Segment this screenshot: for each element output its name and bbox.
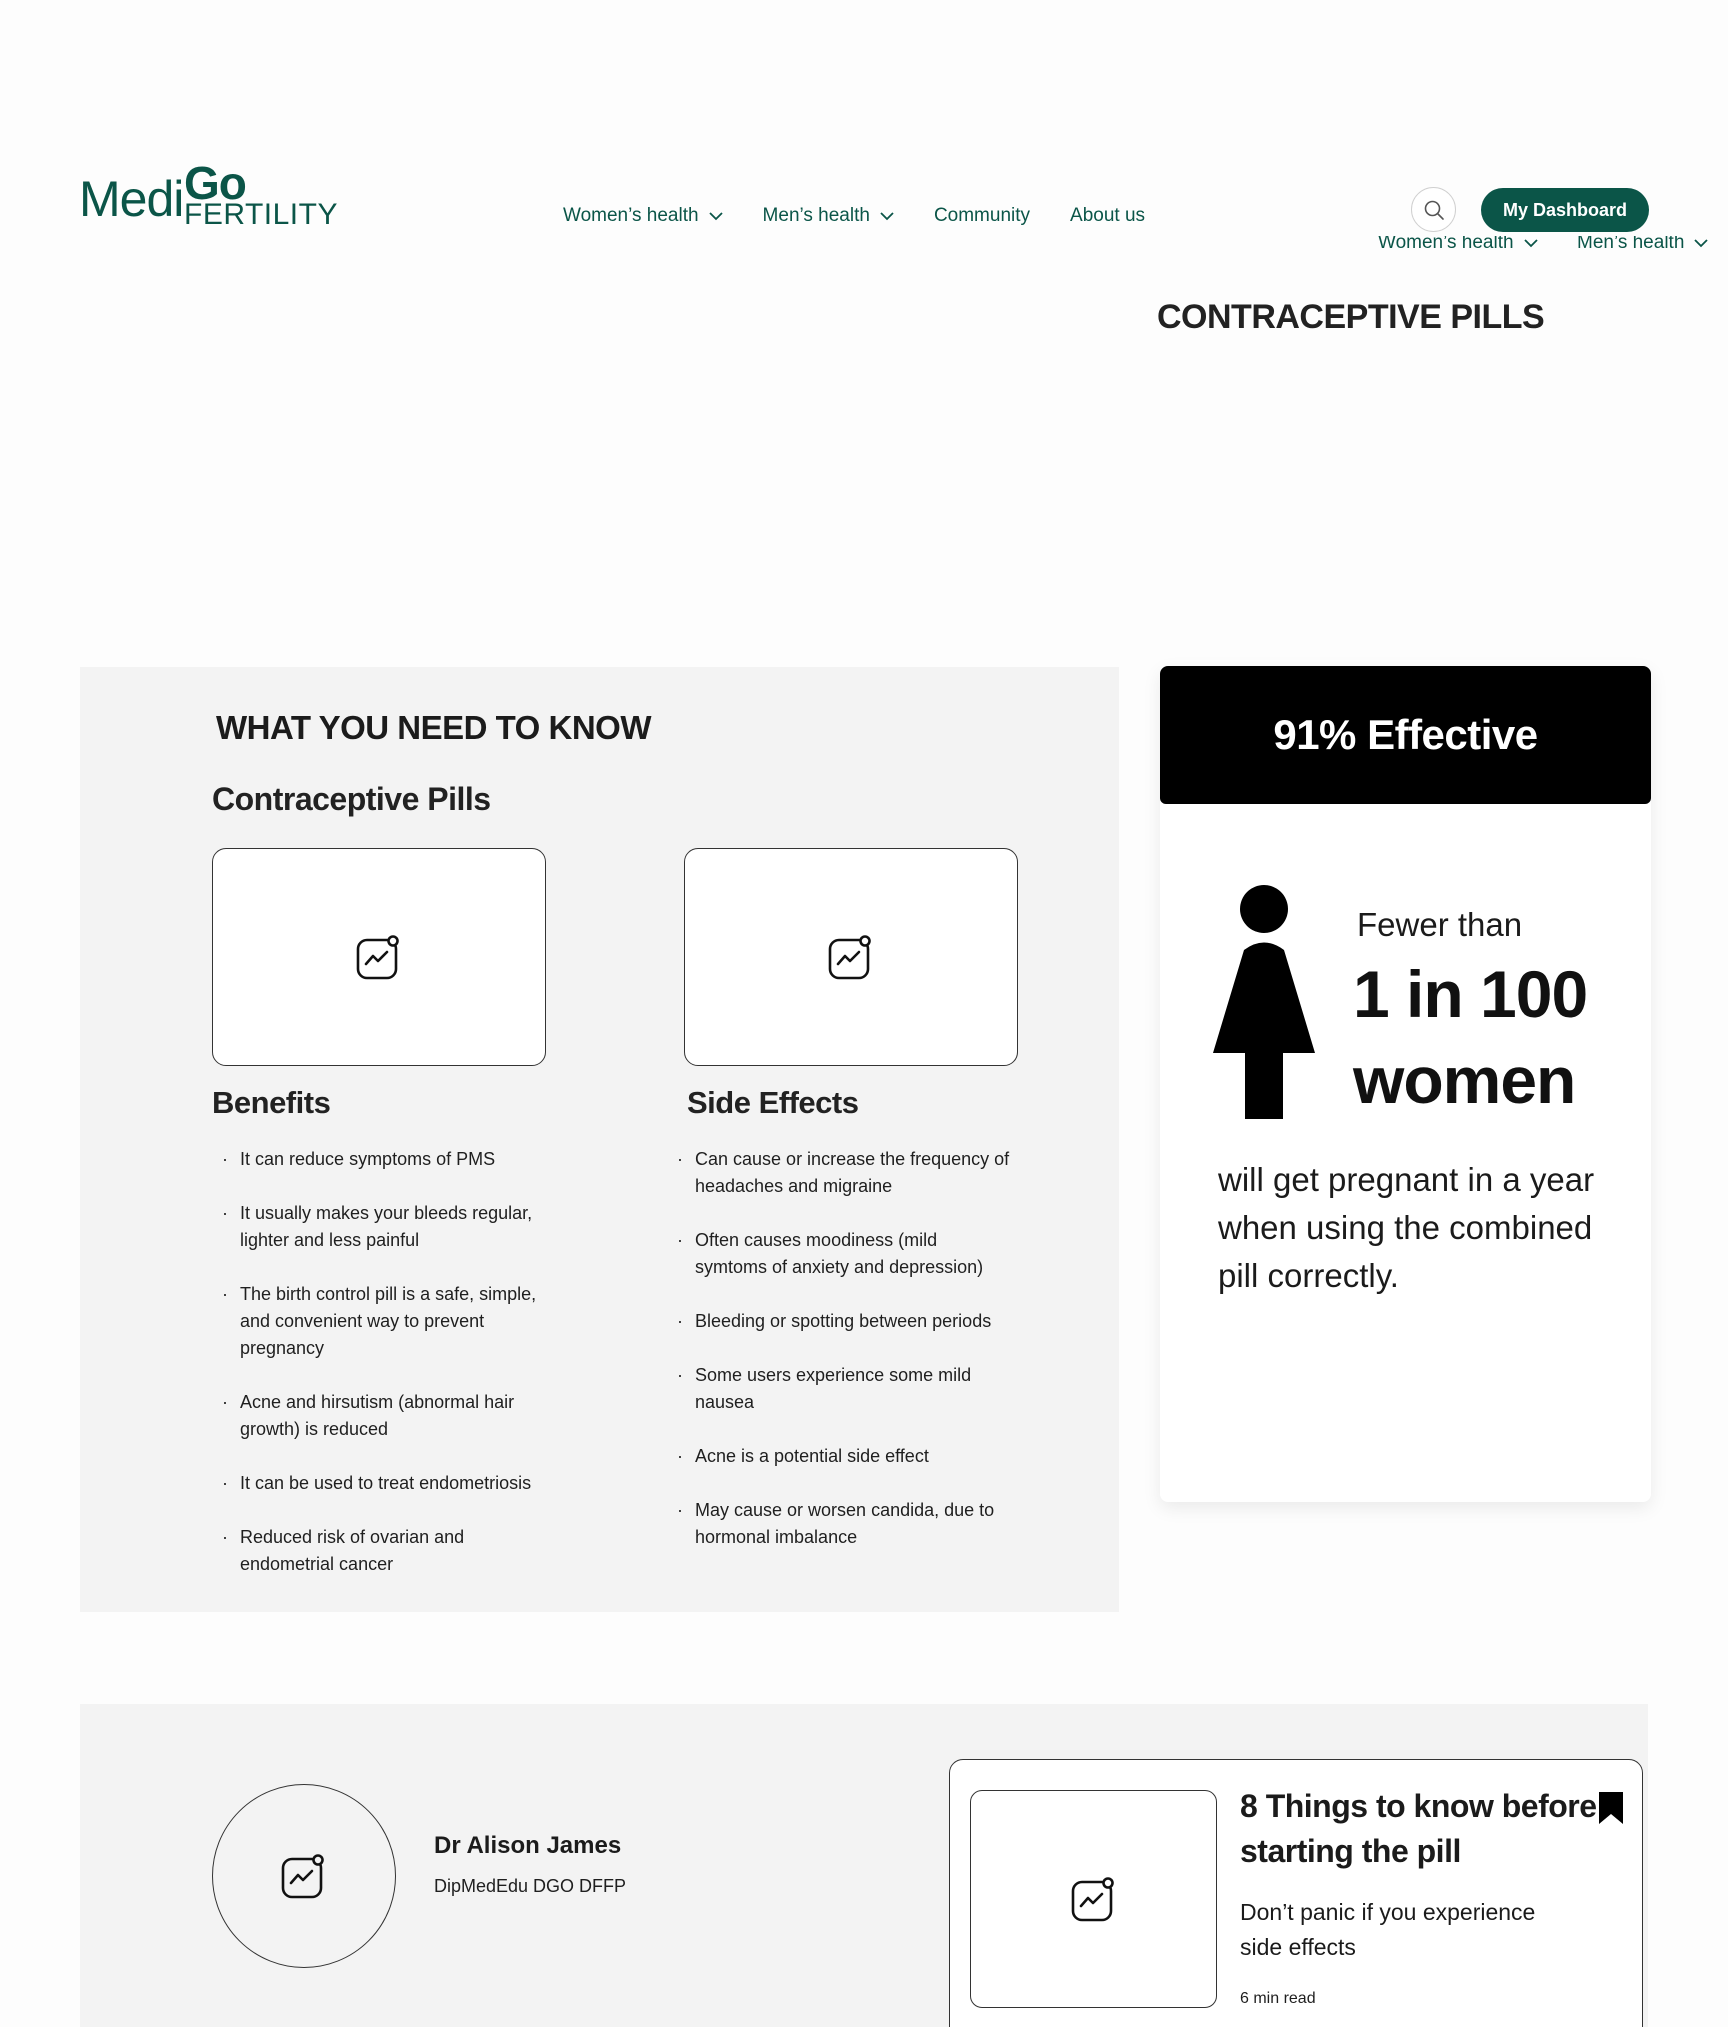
woman-figure-icon xyxy=(1211,885,1317,1119)
list-item: · Acne is a potential side effect xyxy=(668,1443,1013,1470)
nav-item-mens-health[interactable] xyxy=(763,205,894,227)
image-icon xyxy=(355,933,403,981)
effectiveness-header: 91% Effective xyxy=(1160,666,1651,804)
benefits-image-placeholder xyxy=(212,848,546,1066)
chevron-down-icon xyxy=(880,212,894,221)
main-nav xyxy=(563,205,1185,227)
benefits-list xyxy=(213,1146,543,1605)
nav-item-label: Women’s health xyxy=(1378,236,1514,253)
author-section xyxy=(80,1704,1648,2027)
logo-text-medi: Medi xyxy=(79,171,184,227)
list-item: · Reduced risk of ovarian and endometrial cancer xyxy=(213,1524,543,1578)
search-button[interactable] xyxy=(1411,187,1456,232)
what-you-need-to-know-section xyxy=(80,667,1119,1612)
nav-item-label: Women’s health xyxy=(563,205,699,226)
list-item: · Can cause or increase the frequency of headaches and migraine xyxy=(668,1146,1013,1200)
article-card[interactable] xyxy=(949,1759,1643,2027)
article-image-placeholder xyxy=(970,1790,1217,2008)
side-effects-title: Side Effects xyxy=(687,1085,859,1120)
overflow-nav-item-womens-health[interactable] xyxy=(1378,236,1538,254)
list-item: · It usually makes your bleeds regular, lighter and less painful xyxy=(213,1200,543,1254)
author-credentials: DipMedEdu DGO DFFP xyxy=(434,1876,627,1896)
image-icon xyxy=(1070,1875,1118,1923)
article-title[interactable]: 8 Things to know before starting the pill xyxy=(1240,1788,1597,1869)
side-effects-list xyxy=(668,1146,1013,1578)
list-item: · The birth control pill is a safe, simple, and convenient way to prevent pregnancy xyxy=(213,1281,543,1362)
page-title: CONTRACEPTIVE PILLS xyxy=(1157,298,1545,336)
section-subheading: Contraceptive Pills xyxy=(212,781,491,817)
avatar[interactable] xyxy=(212,1784,396,1968)
list-item: · Some users experience some mild nausea xyxy=(668,1362,1013,1416)
section-heading: WHAT YOU NEED TO KNOW xyxy=(216,709,651,746)
overflow-nav-item-mens-health[interactable] xyxy=(1577,236,1708,254)
stat-description: will get pregnant in a year when using the combined pill correctly. xyxy=(1218,1161,1595,1294)
bookmark-icon[interactable] xyxy=(1597,1790,1625,1826)
nav-item-label: About us xyxy=(1070,205,1146,226)
author-name[interactable]: Dr Alison James xyxy=(434,1832,622,1859)
effectiveness-card xyxy=(1160,666,1651,1502)
side-effects-image-placeholder xyxy=(684,848,1018,1066)
list-item: · Often causes moodiness (mild symtoms of anxiety and depression) xyxy=(668,1227,1013,1281)
image-icon xyxy=(280,1852,328,1900)
list-item: · It can be used to treat endometriosis xyxy=(213,1470,543,1497)
chevron-down-icon xyxy=(1694,239,1708,248)
list-item: · Acne and hirsutism (abnormal hair growth) is reduced xyxy=(213,1389,543,1443)
logo-text-go: Go xyxy=(184,157,246,209)
article-read-time: 6 min read xyxy=(1240,1990,1316,2007)
nav-item-community[interactable] xyxy=(934,205,1030,227)
stat-lead: Fewer than xyxy=(1357,906,1523,943)
search-icon xyxy=(1423,199,1445,221)
my-dashboard-button[interactable]: My Dashboard xyxy=(1481,188,1649,232)
list-item: · May cause or worsen candida, due to hormonal imbalance xyxy=(668,1497,1013,1551)
nav-item-womens-health[interactable] xyxy=(563,205,723,227)
nav-item-label: Men’s health xyxy=(1577,236,1685,253)
image-icon xyxy=(827,933,875,981)
list-item: · It can reduce symptoms of PMS xyxy=(213,1146,543,1173)
stat-figure: 1 in 100 xyxy=(1353,957,1588,1031)
chevron-down-icon xyxy=(709,212,723,221)
chevron-down-icon xyxy=(1524,239,1538,248)
logo-text-fertility: FERTILITY xyxy=(184,198,338,231)
stat-figure-unit: women xyxy=(1353,1043,1576,1117)
list-item: · Bleeding or spotting between periods xyxy=(668,1308,1013,1335)
nav-item-label: Community xyxy=(933,205,1031,226)
nav-item-about-us[interactable] xyxy=(1070,205,1145,227)
logo[interactable] xyxy=(79,157,338,231)
benefits-title: Benefits xyxy=(212,1085,331,1120)
nav-item-label: Men’s health xyxy=(762,205,870,226)
article-subtitle: Don’t panic if you experience side effects xyxy=(1240,1899,1536,1960)
